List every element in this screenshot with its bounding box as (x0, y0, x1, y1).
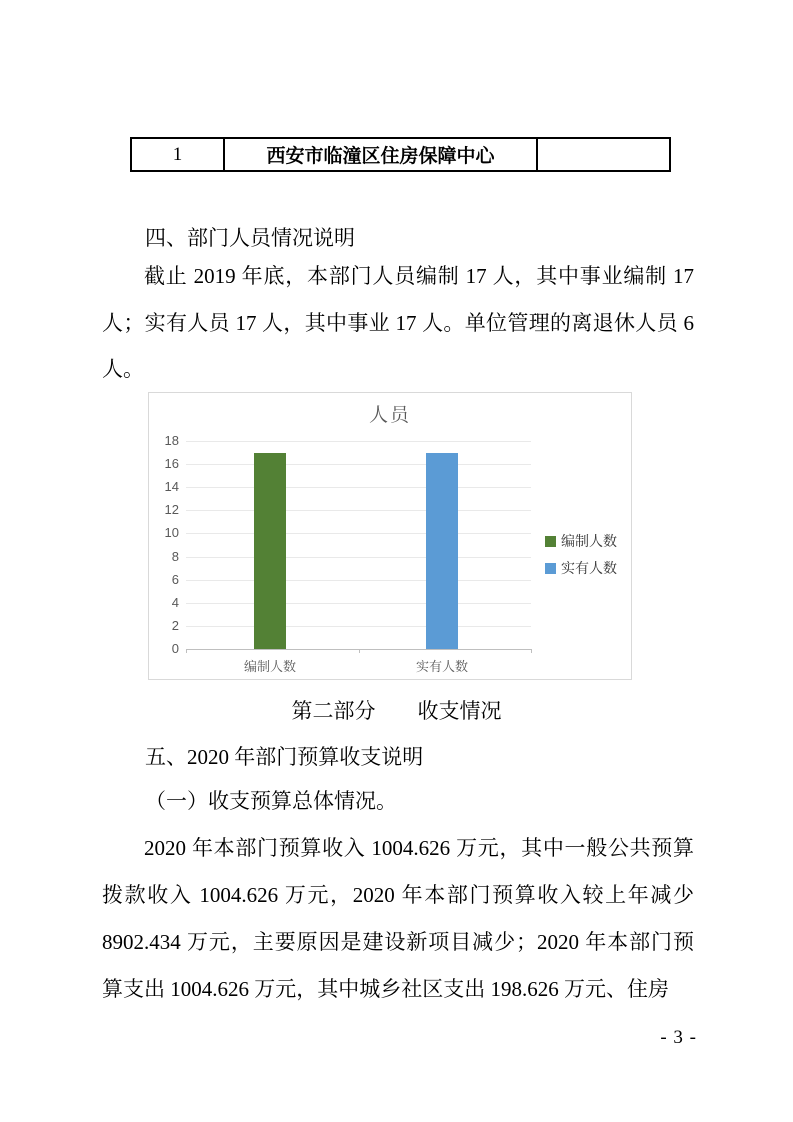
personnel-paragraph: 截止 2019 年底，本部门人员编制 17 人，其中事业编制 17 人；实有人员 17 人，其中事业 17 人。单位管理的离退休人员 6 人。 (102, 264, 694, 381)
gridline (186, 626, 531, 627)
chart-bar (426, 453, 458, 649)
x-axis-tickmark (531, 649, 532, 653)
y-axis-tick-label: 16 (164, 456, 179, 472)
gridline (186, 580, 531, 581)
chart-legend (545, 531, 617, 585)
page-number: - 3 - (660, 1027, 697, 1048)
legend-swatch (545, 536, 556, 547)
y-axis-tick-label: 10 (164, 525, 179, 541)
y-axis-tick-label: 2 (171, 617, 179, 633)
chart-title: 人员 (368, 405, 411, 426)
table-cell-unit-name: 西安市临潼区住房保障中心 (224, 138, 537, 171)
personnel-bar-chart (148, 392, 632, 680)
y-axis-tick-label: 4 (171, 594, 179, 610)
gridline (186, 464, 531, 465)
subsection-1-heading: （一）收支预算总体情况。 (145, 789, 397, 813)
table-cell-index: 1 (131, 138, 224, 171)
y-axis-tick-label: 14 (164, 479, 179, 495)
budget-paragraph: 2020 年本部门预算收入 1004.626 万元，其中一般公共预算拨款收入 1004.626 万元，2020 年本部门预算收入较上年减少 8902.434 万元，主要原因是建设新项目减少；2020 年本部门预算支出 1004.626 万元，其中城乡社区支出 198.626 万元、住房 (102, 836, 694, 1001)
y-axis-tick-label: 18 (164, 433, 179, 448)
chart-bar (254, 453, 286, 649)
legend-item (545, 531, 617, 551)
x-axis-category-label: 编制人数 (243, 659, 296, 674)
legend-label: 编制人数 (561, 533, 617, 549)
legend-label: 实有人数 (561, 560, 617, 576)
y-axis-tick-label: 0 (171, 641, 179, 656)
legend-swatch (545, 563, 556, 574)
gridline (186, 487, 531, 488)
part2-heading: 第二部分 收支情况 (291, 699, 502, 723)
x-axis-tickmark (186, 649, 187, 653)
table-row (131, 138, 670, 171)
y-axis-tick-label: 6 (171, 571, 179, 587)
table-cell-empty (537, 138, 670, 171)
x-axis-tickmark (359, 649, 360, 653)
gridline (186, 441, 531, 442)
gridline (186, 533, 531, 534)
gridline (186, 603, 531, 604)
gridline (186, 557, 531, 558)
y-axis-tick-label: 8 (171, 548, 179, 564)
unit-table (130, 137, 671, 172)
x-axis-category-label: 实有人数 (415, 659, 468, 674)
gridline (186, 510, 531, 511)
section-5-heading: 五、2020 年部门预算收支说明 (145, 745, 424, 769)
legend-item (545, 558, 617, 578)
y-axis-tick-label: 12 (164, 502, 179, 518)
section-4-heading: 四、部门人员情况说明 (145, 226, 355, 250)
